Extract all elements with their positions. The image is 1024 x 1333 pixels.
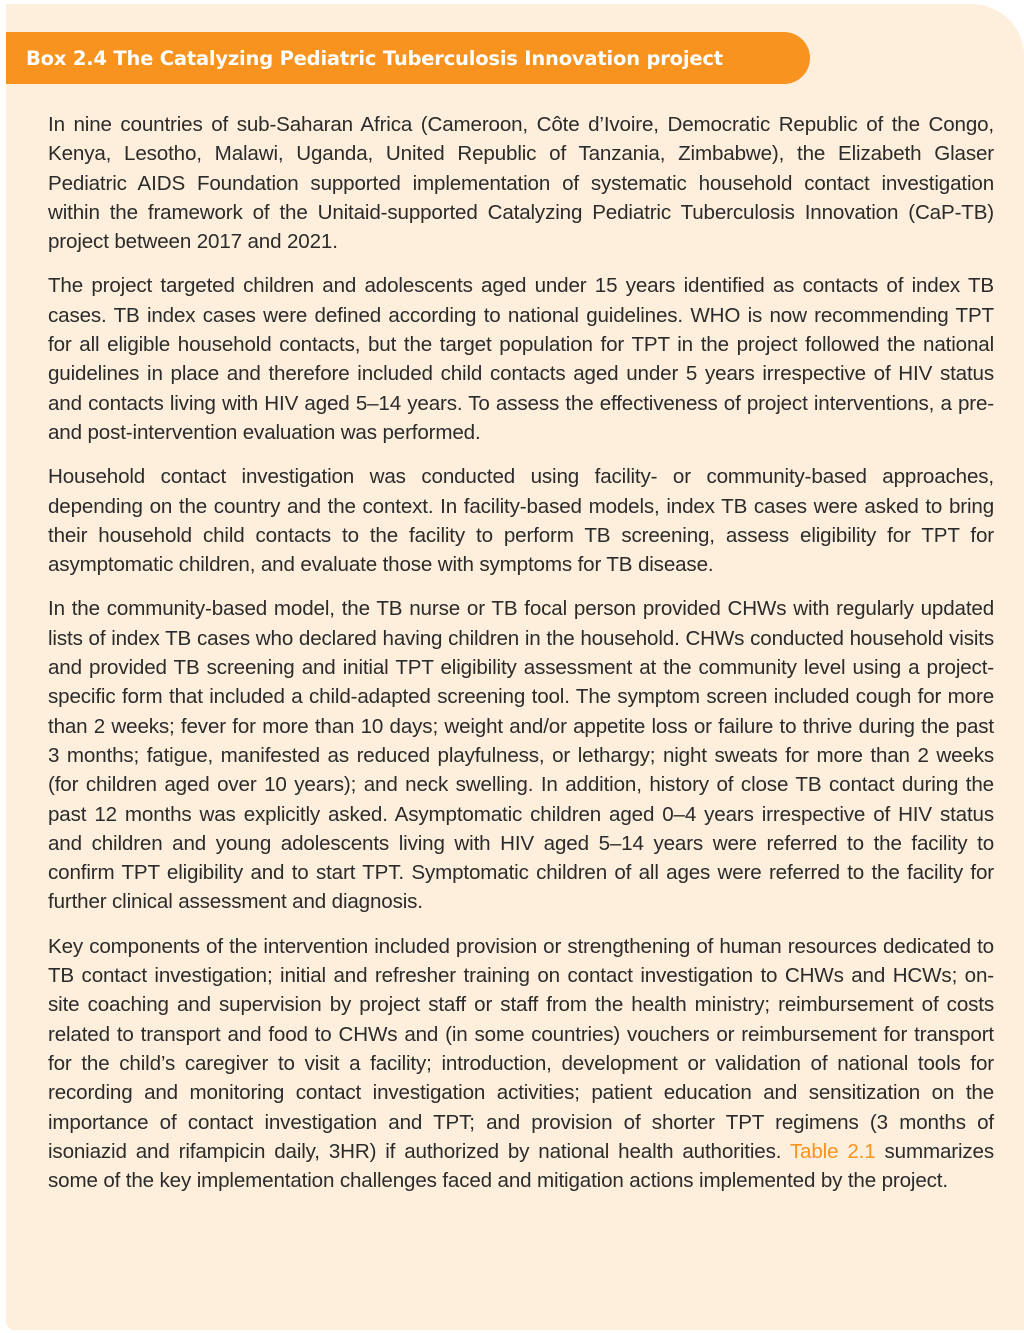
box-body xyxy=(48,110,994,1210)
paragraph-community-model: In the community-based model, the TB nurse or TB focal person provided CHWs with regularly updated lists of index TB cases who declared having children in the household. CHWs conducted household visits and provided TB screening and initial TPT eligibility assessment at the community level using a project-specific form that included a child-adapted screening tool. The symptom screen included cough for more than 2 weeks; fever for more than 10 days; weight and/or appetite loss or failure to thrive during the past 3 months; fatigue, manifested as reduced playfulness, or lethargy; night sweats for more than 2 weeks (for children aged over 10 years); and neck swelling. In addition, history of close TB contact during the past 12 months was explicitly asked. Asymptomatic children aged 0–4 years irrespective of HIV status and children and young adolescents living with HIV aged 5–14 years were referred to the facility to confirm TPT eligibility and to start TPT. Symptomatic children of all ages were referred to the facility for further clinical assessment and diagnosis. xyxy=(48,597,994,914)
box-title xyxy=(6,32,810,84)
table-2-1-link[interactable]: Table 2.1 xyxy=(789,1139,876,1163)
box-title-text: Box 2.4 The Catalyzing Pediatric Tuberculosis Innovation project xyxy=(26,46,723,70)
key-components-text: Key components of the intervention included provision or strengthening of human resources dedicated to TB contact investigation; initial and refresher training on contact investigation to CHWs and HCWs; on-site coaching and supervision by project staff or staff from the health ministry; reimbursement of costs related to transport and food to CHWs and (in some countries) vouchers or reimbursement for transport for the child’s caregiver to visit a facility; introduction, development or validation of national tools for recording and monitoring contact investigation activities; patient education and sensitization on the importance of contact investigation and TPT; and provision of shorter TPT regimens (3 months of isoniazid and rifampicin daily, 3HR) if authorized by national health authorities. xyxy=(48,934,994,1163)
key-components-text-end: summarizes some of the key implementation challenges faced and mitigation actions implemented by the project. xyxy=(48,1139,995,1193)
paragraph-key-components xyxy=(48,932,994,1196)
paragraph-facility-approach: Household contact investigation was conducted using facility- or community-based approaches, depending on the country and the context. In facility-based models, index TB cases were asked to bring their household child contacts to the facility to perform TB screening, assess eligibility for TPT for asymptomatic children, and evaluate those with symptoms for TB disease. xyxy=(48,465,994,577)
paragraph-target-population: The project targeted children and adolescents aged under 15 years identified as contacts of index TB cases. TB index cases were defined according to national guidelines. WHO is now recommending TPT for all eligible household contacts, but the target population for TPT in the project followed the national guidelines in place and therefore included child contacts aged under 5 years irrespective of HIV status and contacts living with HIV aged 5–14 years. To assess the effectiveness of project interventions, a pre- and post-intervention evaluation was performed. xyxy=(48,274,994,444)
paragraph-countries: In nine countries of sub-Saharan Africa (Cameroon, Côte d’Ivoire, Democratic Republic of the Congo, Kenya, Lesotho, Malawi, Uganda, United Republic of Tanzania, Zimbabwe), the Elizabeth Glaser Pediatric AIDS Foundation supported implementation of systematic household contact investigation within the framework of the Unitaid-supported Catalyzing Pediatric Tuberculosis Innovation (CaP-TB) project between 2017 and 2021. xyxy=(48,113,994,254)
